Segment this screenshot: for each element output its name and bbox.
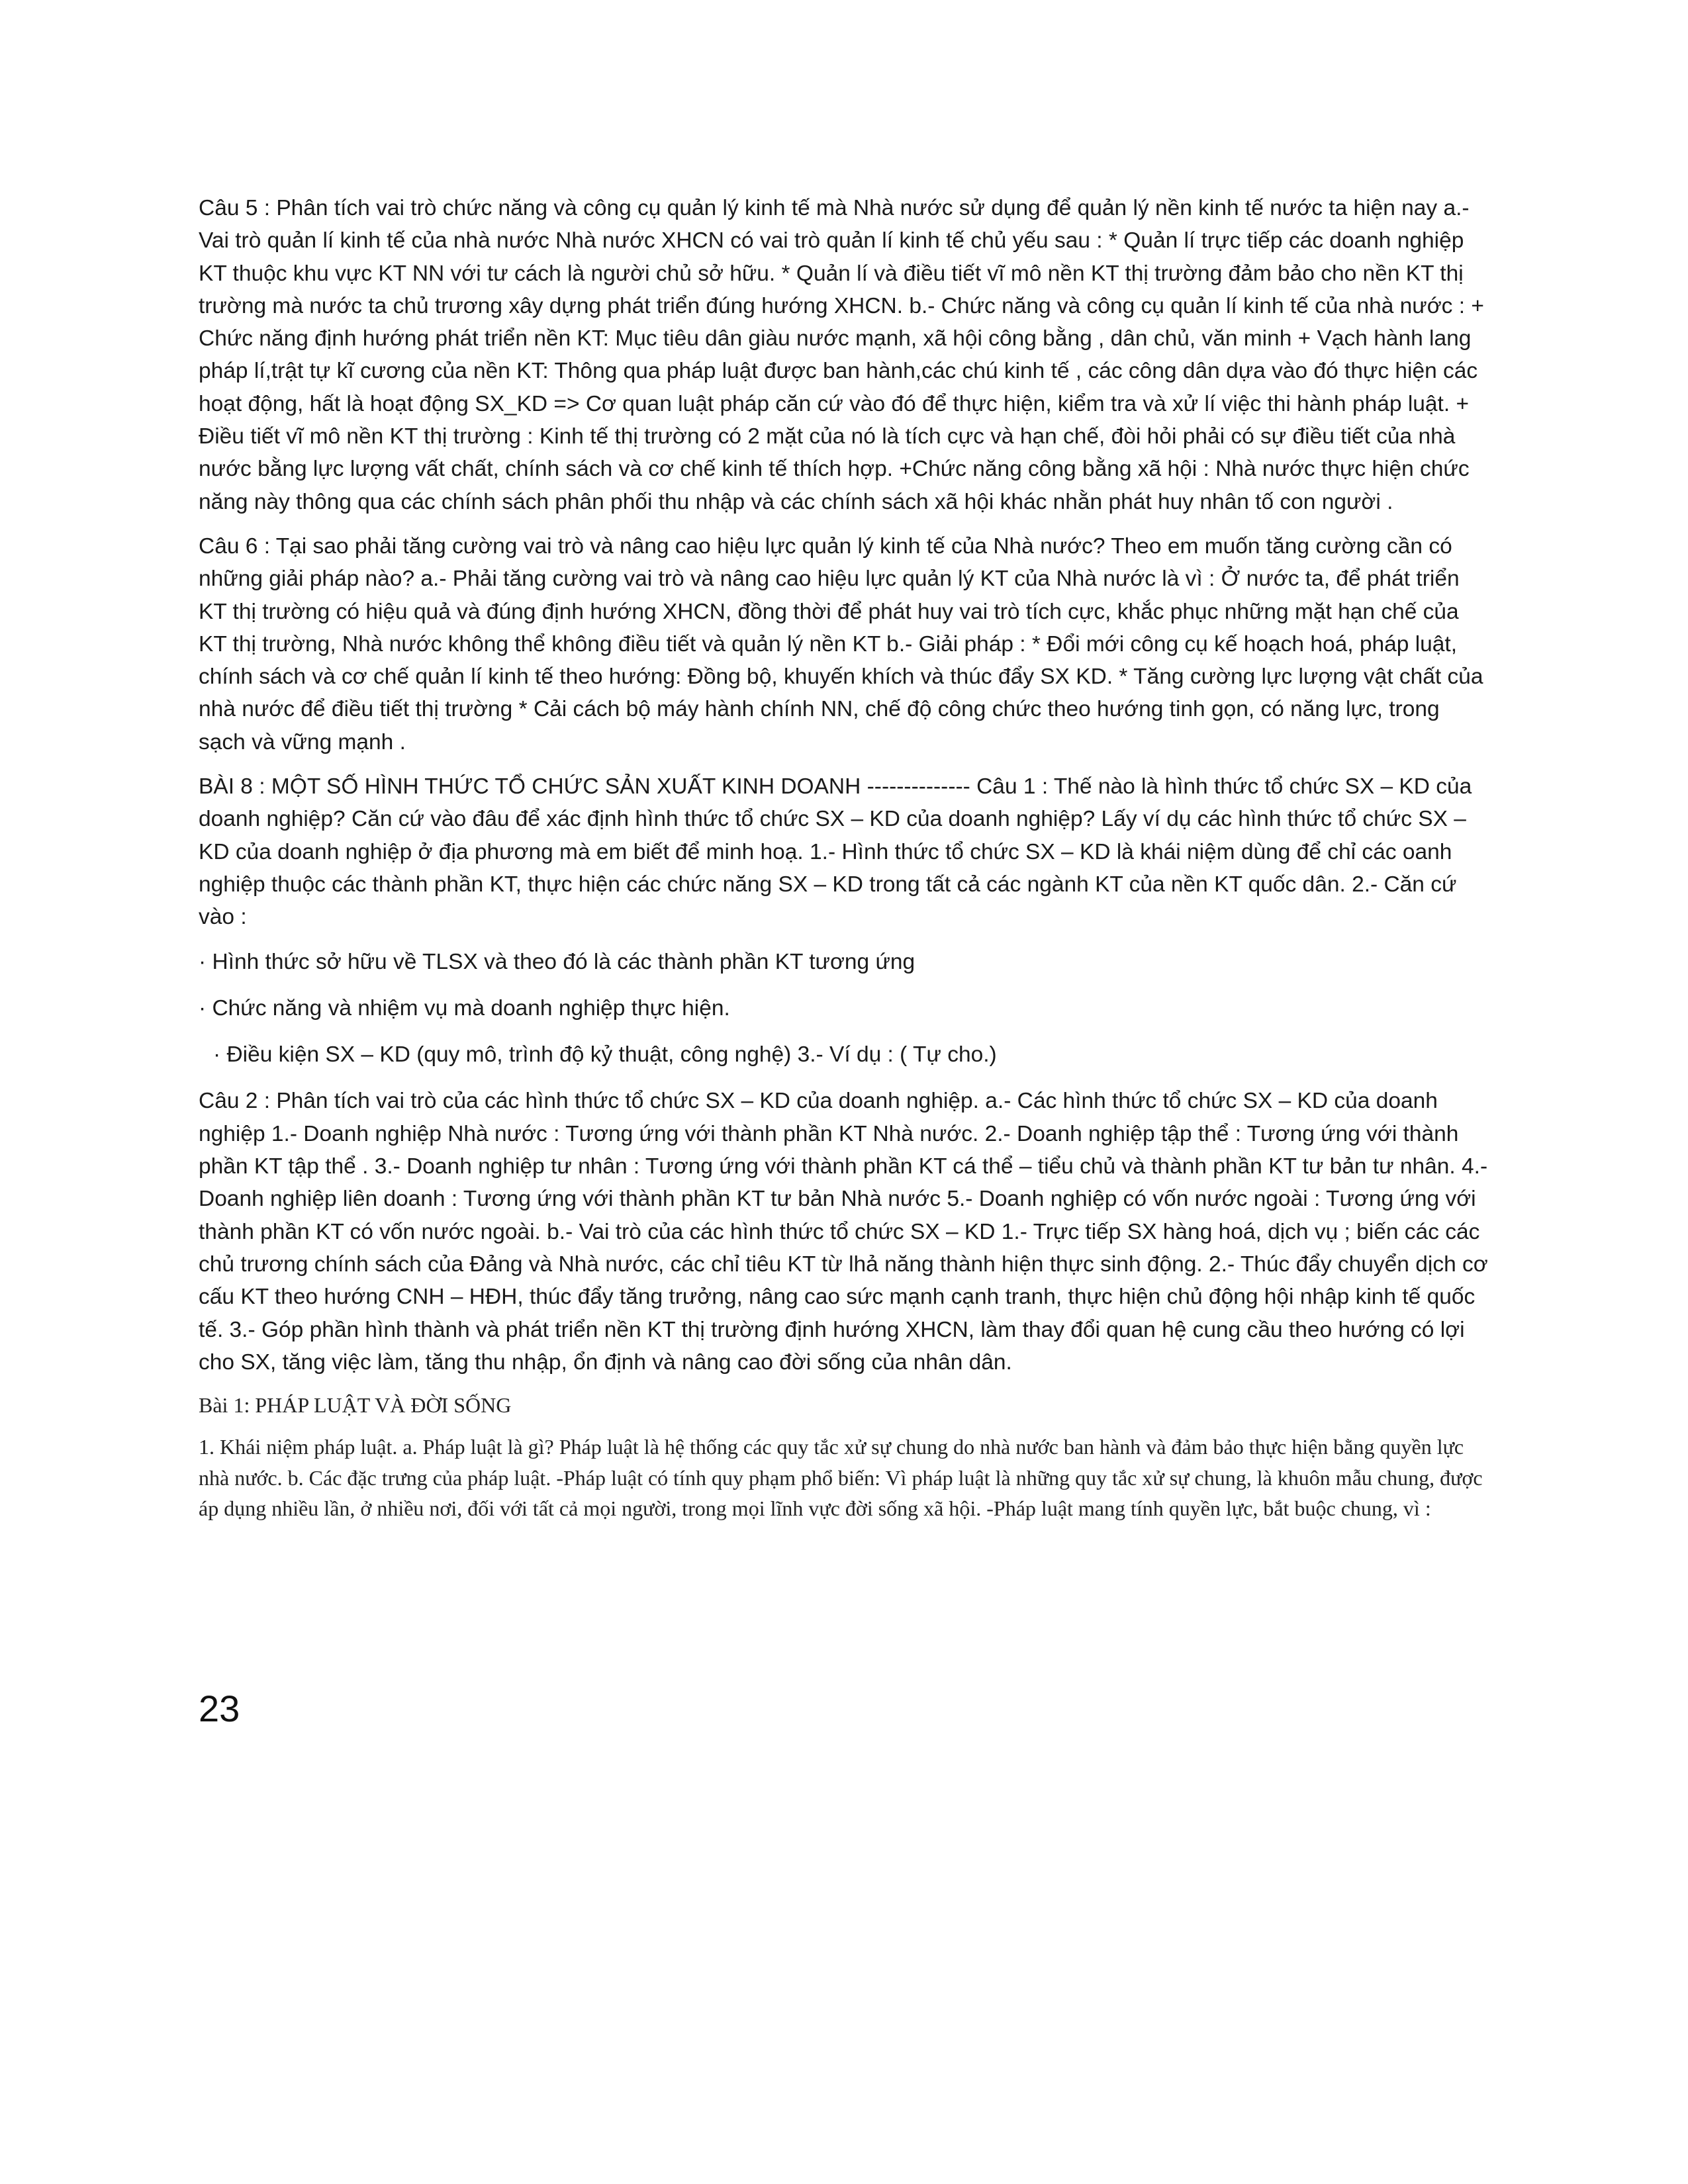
paragraph-cau-6: Câu 6 : Tại sao phải tăng cường vai trò và nâng cao hiệu lực quản lý kinh tế của Nhà nước? Theo em muốn tăng cường cần có những giải pháp nào? a.- Phải tăng cường vai trò và nâng cao hiệu lực quản lý KT của Nhà nước là vì : Ở nước ta, để phát triển KT thị trường có hiệu quả và đúng định hướng XHCN, đồng thời để phát huy vai trò tích cực, khắc phục những mặt hạn chế của KT thị trường, Nhà nước không thể không điều tiết và quản lý nền KT b.- Giải pháp : * Đổi mới công cụ kế hoạch hoá, pháp luật, chính sách và cơ chế quản lí kinh tế theo hướng: Đồng bộ, khuyến khích và thúc đẩy SX KD. * Tăng cường lực lượng vật chất của nhà nước để điều tiết thị trường * Cải cách bộ máy hành chính NN, chế độ công chức theo hướng tinh gọn, có năng lực, trong sạch và vững mạnh . <box>199 533 1483 754</box>
paragraph-bai-8: BÀI 8 : MỘT SỐ HÌNH THỨC TỔ CHỨC SẢN XUẤT KINH DOANH -------------- Câu 1 : Thế nào là hình thức tổ chức SX – KD của doanh nghiệp? Căn cứ vào đâu để xác định hình thức tổ chức SX – KD của doanh nghiệp? Lấy ví dụ các hình thức tổ chức SX – KD của doanh nghiệp ở địa phương mà em biết để minh hoạ. 1.- Hình thức tổ chức SX – KD là khái niệm dùng để chỉ các oanh nghiệp thuộc các thành phần KT, thực hiện các chức năng SX – KD trong tất cả các ngành KT của nền KT quốc dân. 2.- Căn cứ vào : <box>199 774 1472 930</box>
bullet-item-ownership: · Hình thức sở hữu về TLSX và theo đó là các thành phần KT tương ứng <box>199 949 915 974</box>
bullet-item-functions: · Chức năng và nhiệm vụ mà doanh nghiệp thực hiện. <box>199 995 730 1021</box>
paragraph-cau-5: Câu 5 : Phân tích vai trò chức năng và công cụ quản lý kinh tế mà Nhà nước sử dụng để quản lý nền kinh tế nước ta hiện nay a.- Vai trò quản lí kinh tế của nhà nước Nhà nước XHCN có vai trò quản lí kinh tế chủ yếu sau : * Quản lí trực tiếp các doanh nghiệp KT thuộc khu vực KT NN với tư cách là người chủ sở hữu. * Quản lí và điều tiết vĩ mô nền KT thị trường đảm bảo cho nền KT thị trường mà nước ta chủ trương xây dựng phát triển đúng hướng XHCN. b.- Chức năng và công cụ quản lí kinh tế của nhà nước : + Chức năng định hướng phát triển nền KT: Mục tiêu dân giàu nước mạnh, xã hội công bằng , dân chủ, văn minh + Vạch hành lang pháp lí,trật tự kĩ cương của nền KT: Thông qua pháp luật được ban hành,các chú kinh tế , các công dân dựa vào đó thực hiện các hoạt động, hất là hoạt động SX_KD => Cơ quan luật pháp căn cứ vào đó để thực hiện, kiểm tra và xử lí việc thi hành pháp luật. + Điều tiết vĩ mô nền KT thị trường : Kinh tế thị trường có 2 mặt của nó là tích cực và hạn chế, đòi hỏi phải có sự điều tiết của nhà nước bằng lực lượng vất chất, chính sách và cơ chế kinh tế thích hợp. +Chức năng công bằng xã hội : Nhà nước thực hiện chức năng này thông qua các chính sách phân phối thu nhập và các chính sách xã hội khác nhằn phát huy nhân tố con người . <box>199 196 1484 514</box>
document-body <box>199 192 1489 1524</box>
section-heading-bai-1: Bài 1: PHÁP LUẬT VÀ ĐỜI SỐNG <box>199 1393 512 1418</box>
paragraph-cau-2: Câu 2 : Phân tích vai trò của các hình thức tổ chức SX – KD của doanh nghiệp. a.- Các hình thức tổ chức SX – KD của doanh nghiệp 1.- Doanh nghiệp Nhà nước : Tương ứng với thành phần KT Nhà nước. 2.- Doanh nghiệp tập thể : Tương ứng với thành phần KT tập thể . 3.- Doanh nghiệp tư nhân : Tương ứng với thành phần KT cá thể – tiểu chủ và thành phần KT tư bản tư nhân. 4.- Doanh nghiệp liên doanh : Tương ứng với thành phần KT tư bản Nhà nước 5.- Doanh nghiệp có vốn nước ngoài : Tương ứng với thành phần KT có vốn nước ngoài. b.- Vai trò của các hình thức tổ chức SX – KD 1.- Trực tiếp SX hàng hoá, dịch vụ ; biến các các chủ trương chính sách của Đảng và Nhà nước, các chỉ tiêu KT từ lhả năng thành hiện thực sinh động. 2.- Thúc đẩy chuyển dịch cơ cấu KT theo hướng CNH – HĐH, thúc đẩy tăng trưởng, nâng cao sức mạnh cạnh tranh, thực hiện chủ động hội nhập kinh tế quốc tế. 3.- Góp phần hình thành và phát triển nền KT thị trường định hướng XHCN, làm thay đổi quan hệ cung cầu theo hướng có lợi cho SX, tăng việc làm, tăng thu nhập, ổn định và nâng cao đời sống của nhân dân. <box>199 1089 1488 1375</box>
bullet-item-conditions: · Điều kiện SX – KD (quy mô, trình độ kỷ thuật, công nghệ) 3.- Ví dụ : ( Tự cho.) <box>213 1042 997 1068</box>
paragraph-bai-1: 1. Khái niệm pháp luật. a. Pháp luật là gì? Pháp luật là hệ thống các quy tắc xử sự chung do nhà nước ban hành và đảm bảo thực hiện bằng quyền lực nhà nước. b. Các đặc trưng của pháp luật. -Pháp luật có tính quy phạm phổ biến: Vì pháp luật là những quy tắc xử sự chung, là khuôn mẫu chung, được áp dụng nhiều lần, ở nhiều nơi, đối với tất cả mọi người, trong mọi lĩnh vực đời sống xã hội. -Pháp luật mang tính quyền lực, bắt buộc chung, vì : <box>199 1435 1483 1521</box>
page-number: 23 <box>199 1688 240 1729</box>
